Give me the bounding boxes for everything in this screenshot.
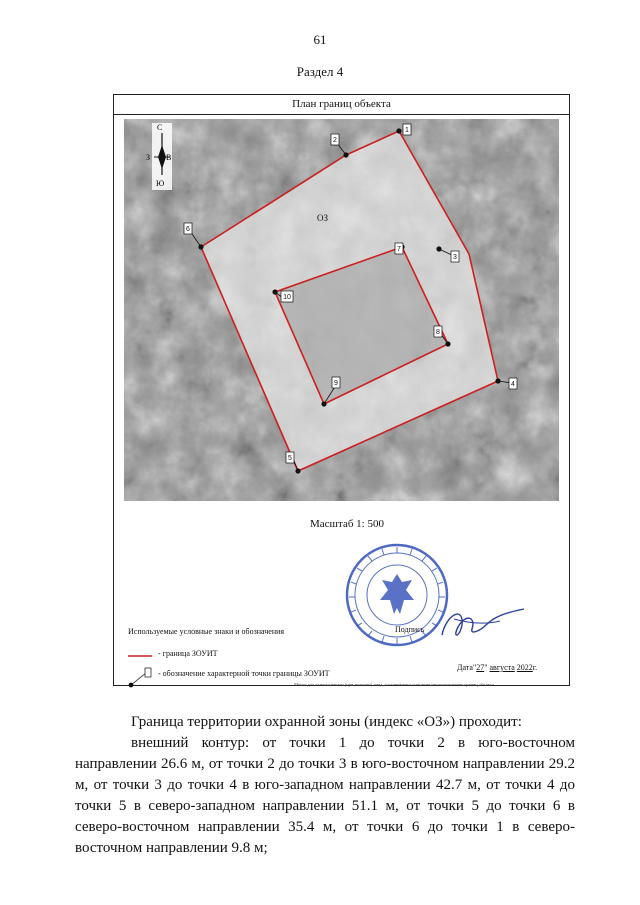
date-mid: "	[484, 663, 488, 672]
signature-label: Подпись	[395, 625, 425, 634]
point-marker	[495, 378, 500, 383]
point-marker	[436, 246, 441, 251]
point-marker	[295, 468, 300, 473]
point-label-7: 7	[397, 246, 401, 253]
map-scale: Масштаб 1: 500	[310, 518, 384, 530]
point-marker	[272, 289, 277, 294]
date-line	[457, 663, 537, 672]
point-label-4: 4	[511, 381, 515, 388]
point-label-2: 2	[333, 137, 337, 144]
point-label-1: 1	[405, 127, 409, 134]
plan-title: План границ объекта	[114, 95, 569, 115]
compass-west: З	[146, 153, 151, 162]
compass-north: С	[157, 123, 163, 132]
point-marker	[321, 401, 326, 406]
zone-label: ОЗ	[317, 213, 329, 223]
paragraph-outer-contour: внешний контур: от точки 1 до точки 2 в юго-восточном направлении 26.6 м, от точки 2 до точки 3 в юго-восточном направлении 29.2 м, от точки 3 до точки 4 в юго-западном направлении 42.7 м, от точки 4 до точки 5 в северо-западном направлении 51.1 м, от точки 5 до точки 6 в северо-восточном направлении 35.4 м, от точки 6 до точки 1 в северо-восточном направлении 9.8 м;	[75, 735, 575, 856]
point-label-10: 10	[283, 294, 291, 301]
satellite-map	[124, 119, 559, 501]
point-label-9: 9	[334, 380, 338, 387]
point-marker	[445, 341, 450, 346]
legend-boundary-row	[128, 649, 548, 663]
point-marker	[396, 128, 401, 133]
paragraph-intro: Граница территории охранной зоны (индекс «ОЗ») проходит:	[131, 714, 522, 730]
section-title: Раздел 4	[296, 64, 344, 79]
date-suffix: г.	[532, 663, 538, 672]
signature-icon	[424, 595, 534, 645]
point-marker	[343, 152, 348, 157]
point-label-5: 5	[288, 455, 292, 462]
boundary-line-icon	[128, 651, 152, 661]
map-svg	[124, 119, 559, 501]
date-month: августа	[489, 663, 515, 672]
legend-title: Используемые условные знаки и обозначения	[128, 627, 285, 636]
point-label-3: 3	[453, 254, 457, 261]
point-label-6: 6	[186, 226, 190, 233]
point-marker-icon	[128, 667, 154, 689]
compass-south: Ю	[156, 179, 165, 188]
date-day: 27	[476, 663, 485, 672]
date-year: 2022	[516, 663, 533, 672]
point-label-8: 8	[436, 329, 440, 336]
legend-point-label: - обозначение характерной точки границы ЗОУИТ	[158, 669, 330, 678]
stamp-footnote: Место для оттиска печати (при наличии) лица, составившего описание местоположения границ объекта	[294, 682, 494, 687]
plan-frame	[113, 94, 570, 686]
legend-boundary-label: - граница ЗОУИТ	[158, 649, 218, 658]
point-marker	[198, 244, 203, 249]
date-prefix: Дата"	[457, 663, 477, 672]
page-number: 61	[313, 32, 327, 47]
compass-east: В	[166, 153, 172, 162]
